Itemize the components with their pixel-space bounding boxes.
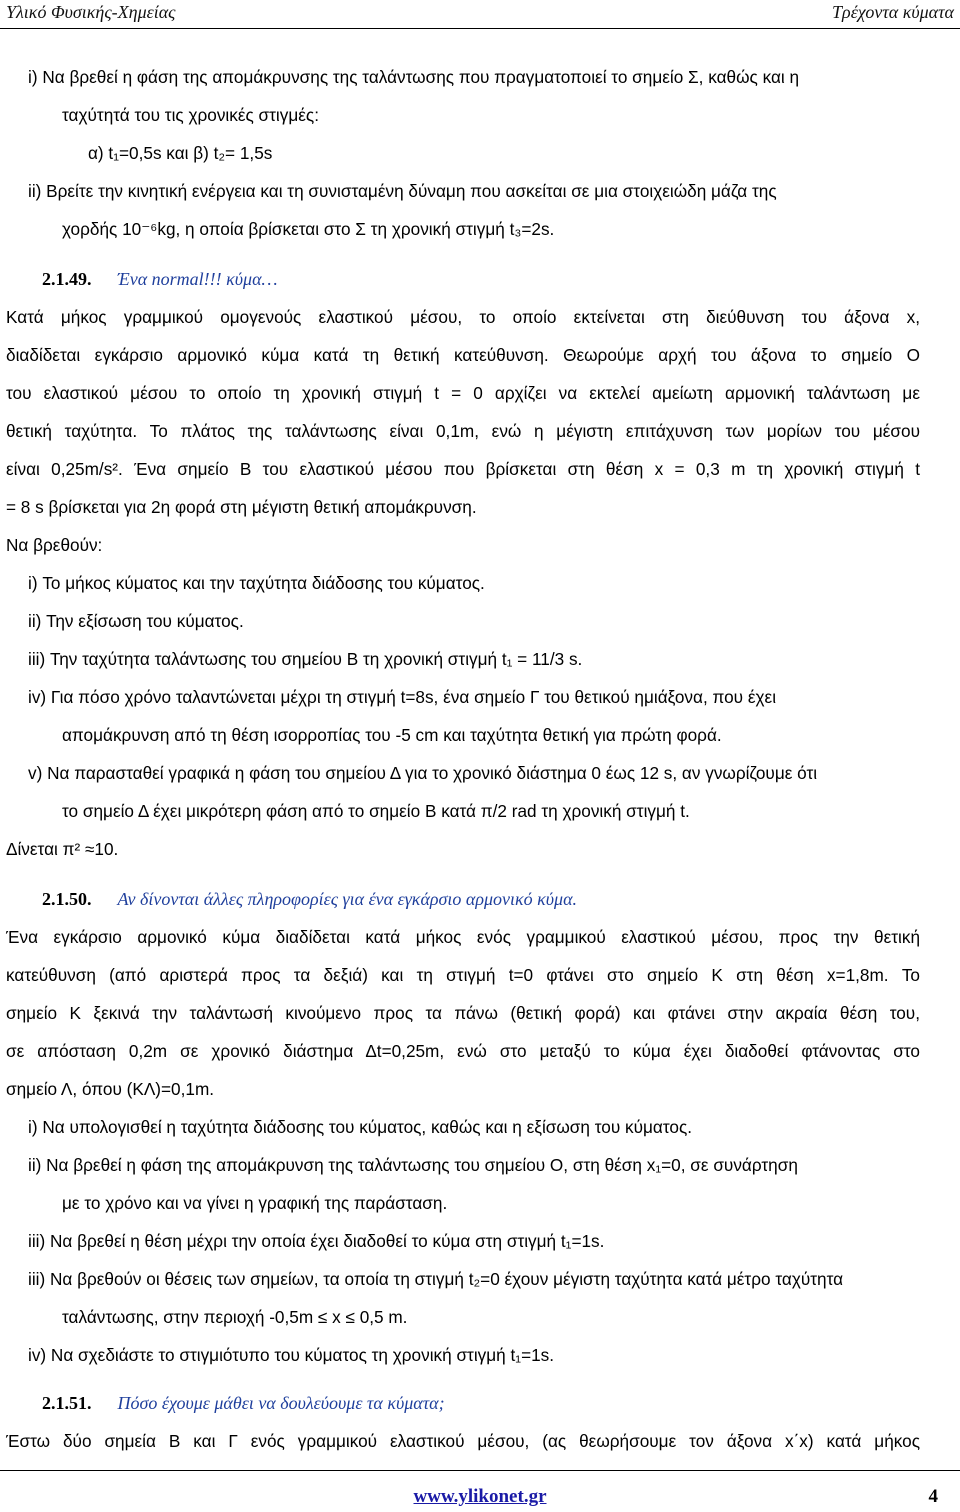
problem-50-question-i: i) Να υπολογισθεί η ταχύτητα διάδοσης του κύματος, καθώς και η εξίσωση του κύματος.: [28, 1117, 693, 1137]
problem-49-text-line: είναι 0,25m/s². Ένα σημείο B του ελαστικού μέσου που βρίσκεται στη θέση x = 0,3 m τη χρονική στιγμή t: [6, 459, 920, 479]
problem-50-question-iii-b: iii) Να βρεθούν οι θέσεις των σημείων, τα οποία τη στιγμή t₂=0 έχουν μέγιστη ταχύτητα κατά μέτρο ταχύτητα: [28, 1269, 844, 1289]
problem-49-text-line: του ελαστικού μέσου το οποίο τη χρονική στιγμή t = 0 αρχίζει να εκτελεί αμείωτη αρμονική ταλάντωση με: [6, 383, 920, 403]
footer-website-link[interactable]: www.ylikonet.gr: [413, 1486, 547, 1507]
problem-title: Αν δίνονται άλλες πληροφορίες για ένα εγκάρσιο αρμονικό κύμα.: [117, 889, 578, 909]
problem-number: 2.1.51.: [42, 1393, 92, 1413]
header-chapter: Τρέχοντα κύματα: [832, 2, 954, 22]
problem-title: Πόσο έχουμε μάθει να δουλεύουμε τα κύματα;: [117, 1393, 445, 1413]
problem-title: Ένα normal!!! κύμα…: [117, 269, 278, 289]
problem-49-question-ii: ii) Την εξίσωση του κύματος.: [28, 611, 244, 631]
problem-49-question-v-cont: το σημείο Δ έχει μικρότερη φάση από το σημείο B κατά π/2 rad τη χρονική στιγμή t.: [62, 801, 690, 821]
problem-49-text-line: = 8 s βρίσκεται για 2η φορά στη μέγιστη θετική απομάκρυνση.: [6, 497, 477, 517]
problem-49-question-iv: iv) Για πόσο χρόνο ταλαντώνεται μέχρι τη στιγμή t=8s, ένα σημείο Γ του θετικού ημιάξονα, που έχει: [28, 687, 777, 707]
problem-50-text-line: σημείο Κ ξεκινά την ταλάντωσή κινούμενο προς τα πάνω (θετική φορά) και φτάνει στην ακραία θέση του,: [6, 1003, 920, 1023]
problem-heading-49: [42, 268, 278, 290]
problem-50-text-line: Ένα εγκάρσιο αρμονικό κύμα διαδίδεται κατά μήκος ενός γραμμικού ελαστικού μέσου, προς την θετική: [6, 927, 920, 947]
problem-51-text-line: Έστω δύο σημεία B και Γ ενός γραμμικού ελαστικού μέσου, (ας θεωρήσουμε τον άξονα x΄x) κατά μήκος: [6, 1431, 920, 1451]
problem-49-text-line: θετική ταχύτητα. Το πλάτος της ταλάντωσης είναι 0,1m, ενώ η μέγιστη επιτάχυνση των μορίων του μέσου: [6, 421, 920, 441]
problem-number: 2.1.49.: [42, 269, 92, 289]
page-header: [0, 0, 960, 30]
problem-50-text-line: σημείο Λ, όπου (ΚΛ)=0,1m.: [6, 1079, 215, 1099]
header-divider: [0, 28, 960, 29]
footer-divider: [0, 1470, 960, 1471]
problem-50-question-ii: ii) Να βρεθεί η φάση της απομάκρυνση της ταλάντωσης του σημείου O, στη θέση x₁=0, σε συνάρτηση: [28, 1155, 798, 1175]
problem-50-question-iii: iii) Να βρεθεί η θέση μέχρι την οποία έχει διαδοθεί το κύμα στη στιγμή t₁=1s.: [28, 1231, 605, 1251]
problem-heading-51: [42, 1392, 445, 1414]
problem-49-question-i: i) Το μήκος κύματος και την ταχύτητα διάδοσης του κύματος.: [28, 573, 485, 593]
prev-question-ii-cont: χορδής 10⁻⁶kg, η οποία βρίσκεται στο Σ τη χρονική στιγμή t₃=2s.: [62, 219, 555, 239]
prev-question-i-cont: ταχύτητά του τις χρονικές στιγμές:: [62, 105, 319, 125]
prev-question-i: i) Να βρεθεί η φάση της απομάκρυνσης της ταλάντωσης που πραγματοποιεί το σημείο Σ, καθώς και η: [28, 67, 800, 87]
problem-49-question-iv-cont: απομάκρυνση από τη θέση ισορροπίας του -5 cm και ταχύτητα θετική για πρώτη φορά.: [62, 725, 722, 745]
problem-49-question-iii: iii) Την ταχύτητα ταλάντωσης του σημείου B τη χρονική στιγμή t₁ = 11/3 s.: [28, 649, 583, 669]
problem-50-question-iii-b-cont: ταλάντωσης, στην περιοχή -0,5m ≤ x ≤ 0,5 m.: [62, 1307, 408, 1327]
header-subject: Υλικό Φυσικής-Χημείας: [6, 2, 176, 22]
problem-49-question-v: v) Να παρασταθεί γραφικά η φάση του σημείου Δ για το χρονικό διάστημα 0 έως 12 s, αν γνωρίζουμε ότι: [28, 763, 818, 783]
problem-50-text-line: κατεύθυνση (από αριστερά προς τα δεξιά) και τη στιγμή t=0 φτάνει στο σημείο Κ στη θέση x=1,8m. Το: [6, 965, 920, 985]
problem-number: 2.1.50.: [42, 889, 92, 909]
prev-question-i-times: α) t₁=0,5s και β) t₂= 1,5s: [88, 143, 273, 163]
problem-49-given: Δίνεται π² ≈10.: [6, 839, 119, 859]
page-number: 4: [928, 1486, 938, 1507]
problem-50-question-iv: iv) Να σχεδιάστε το στιγμιότυπο του κύματος τη χρονική στιγμή t₁=1s.: [28, 1345, 555, 1365]
problem-heading-50: [42, 888, 577, 910]
problem-50-text-line: σε απόσταση 0,2m σε χρονικό διάστημα Δt=0,25m, ενώ στο μεταξύ το κύμα έχει διαδοθεί φτάνοντας στο: [6, 1041, 920, 1061]
problem-49-text-line: διαδίδεται εγκάρσιο αρμονικό κύμα κατά τη θετική κατεύθυνση. Θεωρούμε αρχή του άξονα το σημείο O: [6, 345, 920, 365]
problem-49-text-line: Κατά μήκος γραμμικού ομογενούς ελαστικού μέσου, το οποίο εκτείνεται στη διεύθυνση του άξονα x,: [6, 307, 920, 327]
problem-49-ask: Να βρεθούν:: [6, 535, 103, 555]
problem-50-question-ii-cont: με το χρόνο και να γίνει η γραφική της παράσταση.: [62, 1193, 448, 1213]
prev-question-ii: ii) Βρείτε την κινητική ενέργεια και τη συνισταμένη δύναμη που ασκείται σε μια στοιχειώδη μάζα της: [28, 181, 777, 201]
